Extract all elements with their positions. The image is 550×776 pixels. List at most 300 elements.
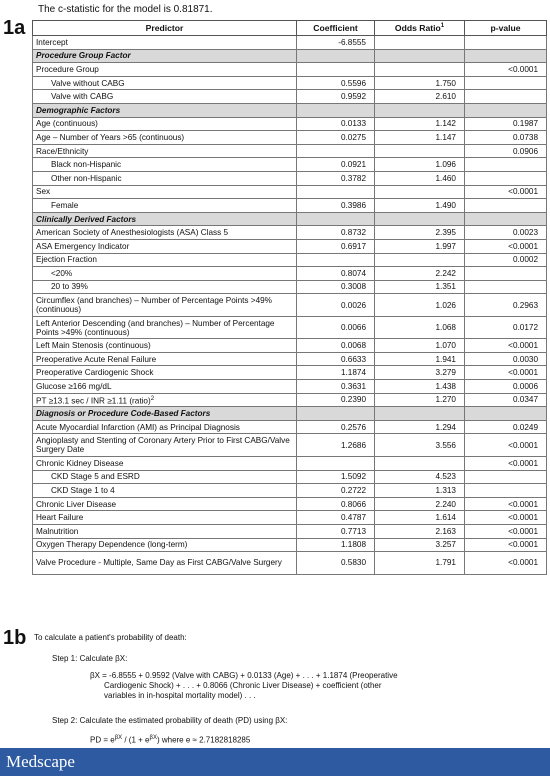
figure-label-1b: 1b <box>3 627 27 649</box>
odds-ratio-cell <box>375 524 465 538</box>
section-row <box>33 49 547 63</box>
predictor-cell <box>33 117 297 131</box>
section-cell <box>375 49 465 63</box>
predictor-cell-text: 20 to 39% <box>51 282 88 292</box>
coefficient-cell <box>297 280 375 294</box>
section-cell <box>297 103 375 117</box>
coefficient-cell <box>297 253 375 267</box>
odds-ratio-cell-text: 1.438 <box>435 381 456 391</box>
coefficient-cell-text: 0.7713 <box>340 526 366 536</box>
odds-ratio-cell <box>375 538 465 552</box>
predictor-cell-text: Left Anterior Descending (and branches) – Number of Percentage Points >49% (continuous) <box>36 318 275 337</box>
section-title: Clinically Derived Factors <box>33 212 297 226</box>
predictor-cell-text: Valve Procedure - Multiple, Same Day as First CABG/Valve Surgery <box>36 558 282 568</box>
section-title: Diagnosis or Procedure Code-Based Factors <box>33 407 297 421</box>
p-value-cell-text: <0.0001 <box>508 513 538 523</box>
table-header-row <box>33 21 547 36</box>
odds-ratio-cell <box>375 456 465 470</box>
table-row <box>33 253 547 267</box>
odds-ratio-cell <box>375 185 465 199</box>
coefficient-cell <box>297 158 375 172</box>
predictor-cell-text: Malnutrition <box>36 526 79 536</box>
coefficient-cell <box>297 90 375 104</box>
coefficient-cell-text: 0.5596 <box>340 78 366 88</box>
table-row <box>33 352 547 366</box>
p-value-cell-text: 0.0002 <box>512 255 538 265</box>
p-value-cell-text: 0.1987 <box>512 119 538 129</box>
predictor-cell <box>33 366 297 380</box>
p-value-cell <box>465 226 547 240</box>
p-value-cell <box>465 497 547 511</box>
coefficient-cell <box>297 339 375 353</box>
coefficient-cell-text: 0.8732 <box>340 228 366 238</box>
odds-ratio-cell-text: 1.294 <box>435 422 456 432</box>
coefficient-cell-text: 0.2576 <box>340 422 366 432</box>
predictor-cell <box>33 158 297 172</box>
odds-ratio-cell-text: 1.142 <box>435 119 456 129</box>
coefficient-cell <box>297 239 375 253</box>
odds-ratio-cell-text: 1.997 <box>435 241 456 251</box>
predictor-cell-text: American Society of Anesthesiologists (ASA) Class 5 <box>36 228 229 238</box>
coefficient-cell-text: 0.0133 <box>340 119 366 129</box>
footnote-marker: 2 <box>150 395 155 402</box>
odds-ratio-cell <box>375 434 465 457</box>
coefficient-cell <box>297 470 375 484</box>
predictor-cell-text: Other non-Hispanic <box>51 173 122 183</box>
odds-ratio-cell <box>375 511 465 525</box>
coefficient-cell-text: 0.0026 <box>340 300 366 310</box>
p-value-cell-text: <0.0001 <box>508 440 538 450</box>
table-row <box>33 470 547 484</box>
predictor-cell-text: Female <box>51 200 79 210</box>
odds-ratio-cell-text: 1.490 <box>435 200 456 210</box>
predictor-cell-text: Valve with CABG <box>51 92 114 102</box>
header-coefficient: Coefficient <box>297 21 375 36</box>
coefficient-cell <box>297 434 375 457</box>
p-value-cell <box>465 267 547 281</box>
p-value-cell <box>465 76 547 90</box>
p-value-cell <box>465 253 547 267</box>
table-row <box>33 117 547 131</box>
odds-ratio-cell-text: 4.523 <box>435 472 456 482</box>
coefficient-cell <box>297 76 375 90</box>
table-row <box>33 226 547 240</box>
section-row <box>33 212 547 226</box>
coefficient-cell <box>297 199 375 213</box>
coefficient-cell-text: 0.0275 <box>340 132 366 142</box>
p-value-cell-text: <0.0001 <box>508 64 538 74</box>
p-value-cell <box>465 393 547 407</box>
coefficient-cell-text: 0.6917 <box>340 241 366 251</box>
predictor-cell <box>33 253 297 267</box>
predictor-cell-text: PT ≥13.1 sec / INR ≥1.11 (ratio) <box>36 396 151 406</box>
coefficient-cell-text: 1.5092 <box>340 472 366 482</box>
predictor-cell-text: Procedure Group <box>36 64 99 74</box>
odds-ratio-cell <box>375 131 465 145</box>
coefficient-cell-text: 0.3986 <box>340 200 366 210</box>
odds-ratio-cell <box>375 380 465 394</box>
p-value-cell-text: <0.0001 <box>508 558 538 568</box>
predictor-cell <box>33 393 297 407</box>
predictor-cell-text: Heart Failure <box>36 513 84 523</box>
p-value-cell-text: 0.0738 <box>512 132 538 142</box>
odds-ratio-cell-text: 1.941 <box>435 354 456 364</box>
odds-ratio-cell-text: 2.240 <box>435 499 456 509</box>
odds-ratio-cell-text: 2.163 <box>435 526 456 536</box>
p-value-cell-text: <0.0001 <box>508 241 538 251</box>
coefficient-cell-text: 0.9592 <box>340 92 366 102</box>
table-row <box>33 144 547 158</box>
p-value-cell <box>465 117 547 131</box>
table-row <box>33 316 547 339</box>
odds-ratio-cell-text: 1.750 <box>435 78 456 88</box>
coefficient-cell <box>297 267 375 281</box>
odds-ratio-cell-text: 1.614 <box>435 513 456 523</box>
odds-ratio-cell <box>375 239 465 253</box>
p-value-cell-text: 0.2963 <box>512 300 538 310</box>
table-row <box>33 199 547 213</box>
p-value-cell-text: <0.0001 <box>508 526 538 536</box>
predictor-cell-text: Age (continuous) <box>36 119 98 129</box>
coefficient-cell-text: 0.8074 <box>340 268 366 278</box>
coefficient-cell <box>297 185 375 199</box>
section-cell <box>297 49 375 63</box>
p-value-cell-text: 0.0249 <box>512 422 538 432</box>
odds-ratio-cell-text: 1.270 <box>435 395 456 405</box>
predictor-cell-text: Black non-Hispanic <box>51 160 122 170</box>
odds-ratio-cell <box>375 63 465 77</box>
predictor-cell <box>33 484 297 498</box>
predictor-cell-text: Valve without CABG <box>51 78 125 88</box>
coefficient-cell-text: 1.2686 <box>340 440 366 450</box>
coefficient-cell <box>297 524 375 538</box>
coefficient-cell-text: 1.1808 <box>340 540 366 550</box>
predictor-cell-text: CKD Stage 1 to 4 <box>51 485 115 495</box>
predictor-cell-text: <20% <box>51 268 73 278</box>
p-value-cell <box>465 538 547 552</box>
section-cell <box>297 407 375 421</box>
coefficient-cell <box>297 380 375 394</box>
p-value-cell <box>465 380 547 394</box>
coefficient-cell <box>297 226 375 240</box>
odds-ratio-cell <box>375 36 465 50</box>
coefficient-cell <box>297 484 375 498</box>
p-value-cell <box>465 239 547 253</box>
p-value-cell-text: <0.0001 <box>508 341 538 351</box>
figure-label-1a: 1a <box>3 17 26 39</box>
predictor-cell <box>33 76 297 90</box>
table-row <box>33 90 547 104</box>
predictor-cell-text: Race/Ethnicity <box>36 146 89 156</box>
predictor-cell <box>33 267 297 281</box>
p-value-cell <box>465 511 547 525</box>
p-value-cell <box>465 144 547 158</box>
odds-ratio-cell-text: 1.068 <box>435 323 456 333</box>
p-value-cell <box>465 484 547 498</box>
p-value-cell-text: 0.0006 <box>512 381 538 391</box>
formula-intro: To calculate a patient's probability of death: <box>34 633 187 642</box>
bx-line-1: βX = -6.8555 + 0.9592 (Valve with CABG) + 0.0133 (Age) + . . . + 1.1874 (Preoperative <box>90 671 398 680</box>
odds-ratio-cell-text: 2.610 <box>435 92 456 102</box>
odds-ratio-cell <box>375 484 465 498</box>
step1-text: Step 1: Calculate βX: <box>52 654 128 663</box>
section-cell <box>465 49 547 63</box>
bx-line-2: Cardiogenic Shock) + . . . + 0.8066 (Chronic Liver Disease) + coefficient (other <box>104 681 382 690</box>
p-value-cell <box>465 470 547 484</box>
section-row <box>33 407 547 421</box>
p-value-cell-text: 0.0906 <box>512 146 538 156</box>
predictor-cell-text: Ejection Fraction <box>36 255 97 265</box>
predictor-cell <box>33 63 297 77</box>
predictor-cell <box>33 524 297 538</box>
predictor-cell-text: Glucose ≥166 mg/dL <box>36 381 112 391</box>
predictor-cell <box>33 339 297 353</box>
c-statistic-text: The c-statistic for the model is 0.81871. <box>38 4 213 15</box>
predictor-cell <box>33 316 297 339</box>
table-row <box>33 131 547 145</box>
p-value-cell-text: <0.0001 <box>508 187 538 197</box>
section-row <box>33 103 547 117</box>
coefficient-cell <box>297 144 375 158</box>
odds-ratio-cell <box>375 294 465 317</box>
step2-text: Step 2: Calculate the estimated probability of death (PD) using βX: <box>52 716 288 725</box>
header-odds-ratio: Odds Ratio$^1$ <box>375 21 465 36</box>
odds-ratio-cell <box>375 393 465 407</box>
p-value-cell <box>465 90 547 104</box>
p-value-cell <box>465 339 547 353</box>
p-value-cell <box>465 294 547 317</box>
p-value-cell <box>465 158 547 172</box>
medscape-logo: Medscape <box>6 752 75 771</box>
p-value-cell <box>465 352 547 366</box>
predictor-cell-text: Oxygen Therapy Dependence (long-term) <box>36 540 188 550</box>
p-value-cell-text: <0.0001 <box>508 499 538 509</box>
p-value-cell-text: <0.0001 <box>508 458 538 468</box>
p-value-cell-text: 0.0347 <box>512 395 538 405</box>
predictor-cell <box>33 552 297 575</box>
coefficient-cell <box>297 366 375 380</box>
odds-ratio-cell-text: 2.242 <box>435 268 456 278</box>
predictor-cell-text: Chronic Liver Disease <box>36 499 117 509</box>
odds-ratio-cell-text: 3.257 <box>435 540 456 550</box>
coefficient-cell-text: 0.4787 <box>340 513 366 523</box>
predictor-cell <box>33 511 297 525</box>
odds-ratio-cell-text: 1.096 <box>435 160 456 170</box>
predictor-cell-text: Preoperative Cardiogenic Shock <box>36 368 154 378</box>
p-value-cell <box>465 420 547 434</box>
coefficient-cell <box>297 294 375 317</box>
coefficient-cell <box>297 538 375 552</box>
odds-ratio-cell-text: 2.395 <box>435 228 456 238</box>
predictor-cell <box>33 144 297 158</box>
table-row <box>33 380 547 394</box>
table-body <box>33 36 547 575</box>
predictor-cell-text: CKD Stage 5 and ESRD <box>51 472 140 482</box>
table-row <box>33 280 547 294</box>
table-row <box>33 339 547 353</box>
predictor-cell <box>33 352 297 366</box>
predictor-cell <box>33 185 297 199</box>
p-value-cell <box>465 63 547 77</box>
coefficient-cell-text: 0.5830 <box>340 558 366 568</box>
predictor-cell <box>33 36 297 50</box>
p-value-cell <box>465 316 547 339</box>
predictor-cell <box>33 280 297 294</box>
coefficient-table <box>32 20 547 575</box>
coefficient-cell-text: 0.0068 <box>340 341 366 351</box>
table-row <box>33 538 547 552</box>
predictor-cell <box>33 456 297 470</box>
table-row <box>33 171 547 185</box>
predictor-cell-text: Preoperative Acute Renal Failure <box>36 354 157 364</box>
coefficient-cell <box>297 131 375 145</box>
predictor-cell <box>33 294 297 317</box>
coefficient-cell-text: 1.1874 <box>340 368 366 378</box>
coefficient-cell-text: 0.0921 <box>340 160 366 170</box>
header-predictor: Predictor <box>33 21 297 36</box>
bx-line-3: variables in in-hospital mortality model) . . . <box>104 691 256 700</box>
predictor-cell-text: ASA Emergency Indicator <box>36 241 130 251</box>
p-value-cell-text: 0.0030 <box>512 354 538 364</box>
odds-ratio-cell <box>375 339 465 353</box>
coefficient-cell <box>297 63 375 77</box>
predictor-cell <box>33 199 297 213</box>
section-cell <box>465 407 547 421</box>
table-row <box>33 552 547 575</box>
p-value-cell <box>465 524 547 538</box>
coefficient-cell <box>297 316 375 339</box>
p-value-cell-text: 0.0172 <box>512 323 538 333</box>
coefficient-cell-text: 0.3782 <box>340 173 366 183</box>
predictor-cell <box>33 226 297 240</box>
coefficient-cell-text: 0.3631 <box>340 381 366 391</box>
predictor-cell <box>33 131 297 145</box>
coefficient-cell-text: 0.2390 <box>340 395 366 405</box>
p-value-cell <box>465 36 547 50</box>
coefficient-cell-text: 0.8066 <box>340 499 366 509</box>
table-row <box>33 239 547 253</box>
predictor-cell-text: Circumflex (and branches) – Number of Percentage Points >49% (continuous) <box>36 296 272 315</box>
odds-ratio-cell-text: 1.147 <box>435 132 456 142</box>
section-cell <box>375 212 465 226</box>
section-cell <box>297 212 375 226</box>
table-row <box>33 497 547 511</box>
p-value-cell-text: <0.0001 <box>508 540 538 550</box>
table-row <box>33 366 547 380</box>
p-value-cell <box>465 434 547 457</box>
coefficient-cell-text: 0.3008 <box>340 282 366 292</box>
p-value-cell <box>465 552 547 575</box>
p-value-cell <box>465 131 547 145</box>
odds-ratio-cell <box>375 171 465 185</box>
table-row <box>33 294 547 317</box>
odds-ratio-cell-text: 3.279 <box>435 368 456 378</box>
odds-ratio-cell <box>375 316 465 339</box>
table-row <box>33 524 547 538</box>
odds-ratio-cell <box>375 144 465 158</box>
odds-ratio-cell <box>375 199 465 213</box>
p-value-cell <box>465 171 547 185</box>
p-value-cell-text: 0.0023 <box>512 228 538 238</box>
p-value-cell <box>465 185 547 199</box>
coefficient-cell-text: 0.0066 <box>340 323 366 333</box>
predictor-cell-text: Angioplasty and Stenting of Coronary Artery Prior to First CABG/Valve Surgery Date <box>36 436 290 455</box>
predictor-cell <box>33 420 297 434</box>
predictor-cell-text: Intercept <box>36 37 68 47</box>
coefficient-cell <box>297 420 375 434</box>
odds-ratio-cell <box>375 470 465 484</box>
section-title: Demographic Factors <box>33 103 297 117</box>
p-value-cell <box>465 456 547 470</box>
odds-ratio-cell <box>375 158 465 172</box>
predictor-cell <box>33 434 297 457</box>
p-value-cell <box>465 280 547 294</box>
predictor-cell <box>33 470 297 484</box>
p-value-cell <box>465 199 547 213</box>
p-value-cell-text: <0.0001 <box>508 368 538 378</box>
odds-ratio-cell <box>375 352 465 366</box>
table-row <box>33 456 547 470</box>
predictor-cell <box>33 497 297 511</box>
section-cell <box>375 407 465 421</box>
odds-ratio-cell <box>375 552 465 575</box>
odds-ratio-cell <box>375 420 465 434</box>
pd-formula: PD = $e^{\beta X} / (1 + e^{\beta X})$ where e ≈ 2.7182818285 <box>90 735 251 745</box>
odds-ratio-cell-text: 1.351 <box>435 282 456 292</box>
predictor-cell <box>33 171 297 185</box>
odds-ratio-cell-text: 1.460 <box>435 173 456 183</box>
coefficient-cell <box>297 352 375 366</box>
predictor-cell <box>33 380 297 394</box>
odds-ratio-cell <box>375 366 465 380</box>
predictor-cell-text: Sex <box>36 187 51 197</box>
table-row <box>33 63 547 77</box>
section-cell <box>465 212 547 226</box>
odds-ratio-cell-text: 3.556 <box>435 440 456 450</box>
table-row <box>33 158 547 172</box>
table-row <box>33 267 547 281</box>
odds-ratio-cell-text: 1.313 <box>435 485 456 495</box>
header-p-value: p-value <box>465 21 547 36</box>
coefficient-cell <box>297 511 375 525</box>
odds-ratio-cell <box>375 117 465 131</box>
odds-ratio-cell <box>375 226 465 240</box>
coefficient-cell-text: -6.8555 <box>338 37 366 47</box>
section-cell <box>465 103 547 117</box>
predictor-cell-text: Left Main Stenosis (continuous) <box>36 341 151 351</box>
table-row <box>33 36 547 50</box>
coefficient-cell <box>297 117 375 131</box>
coefficient-cell <box>297 552 375 575</box>
p-value-cell <box>465 366 547 380</box>
table-row <box>33 511 547 525</box>
table-row <box>33 393 547 407</box>
predictor-cell <box>33 538 297 552</box>
coefficient-cell-text: 0.2722 <box>340 485 366 495</box>
table-row <box>33 76 547 90</box>
odds-ratio-cell <box>375 90 465 104</box>
coefficient-cell <box>297 36 375 50</box>
predictor-cell <box>33 90 297 104</box>
coefficient-cell <box>297 497 375 511</box>
footnote-marker: 1 <box>440 23 445 30</box>
odds-ratio-cell <box>375 253 465 267</box>
table-row <box>33 434 547 457</box>
table-row <box>33 420 547 434</box>
section-cell <box>375 103 465 117</box>
odds-ratio-cell <box>375 280 465 294</box>
footer-bar <box>0 748 550 776</box>
